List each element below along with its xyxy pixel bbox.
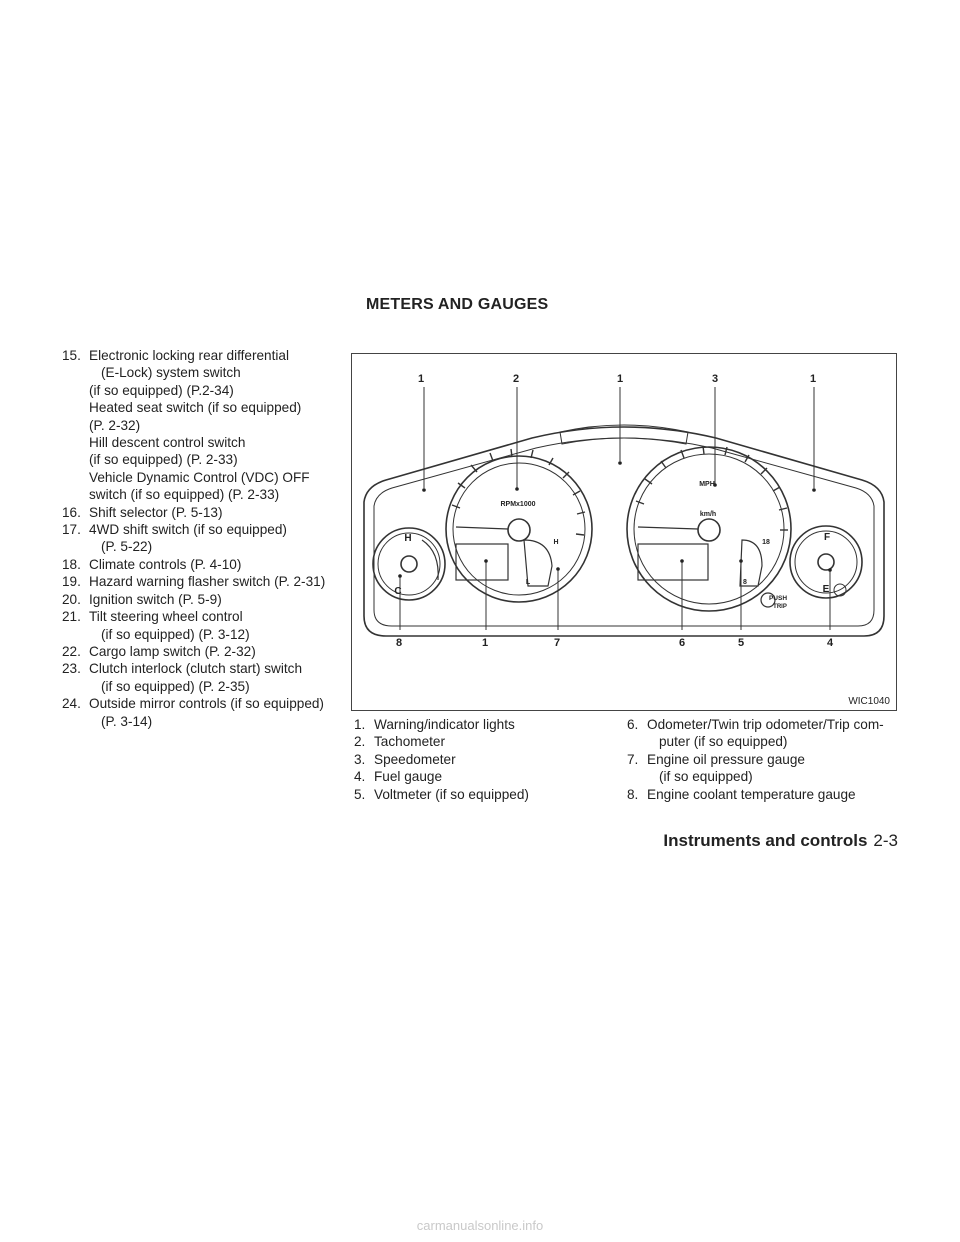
item-text: Vehicle Dynamic Control (VDC) OFF	[89, 469, 310, 485]
list-item	[62, 643, 330, 660]
list-item	[62, 695, 330, 730]
item-number: 1.	[354, 717, 366, 732]
item-text: (if so equipped)	[659, 769, 753, 785]
item-text: Tachometer	[374, 734, 446, 750]
item-number: 24.	[62, 696, 81, 712]
item-number: 4.	[354, 769, 366, 785]
callout-8: 8	[395, 637, 403, 649]
list-item	[627, 751, 897, 786]
item-text: Shift selector (P. 5-13)	[89, 504, 223, 520]
list-item	[354, 786, 604, 803]
item-text: (P. 2-32)	[89, 417, 141, 433]
figure-code: WIC1040	[848, 696, 890, 707]
item-number: 18.	[62, 556, 81, 572]
item-text: Climate controls (P. 4-10)	[89, 556, 242, 572]
callout-1: 1	[417, 373, 425, 385]
push-label: PUSH	[768, 595, 788, 602]
volt-18-label: 18	[762, 539, 770, 546]
item-text: Ignition switch (P. 5-9)	[89, 591, 222, 607]
item-text: (if so equipped) (P. 2-33)	[89, 452, 238, 468]
item-text: Heated seat switch (if so equipped)	[89, 400, 302, 416]
list-item	[354, 733, 604, 750]
item-number: 19.	[62, 574, 81, 590]
item-text: (if so equipped) (P. 2-35)	[101, 678, 250, 694]
item-number: 2.	[354, 734, 366, 750]
figure-legend-right	[627, 716, 897, 803]
volt-8-label: 8	[743, 579, 747, 586]
list-item	[627, 716, 897, 751]
item-text: (if so equipped) (P.2-34)	[89, 382, 234, 398]
item-number: 20.	[62, 591, 81, 607]
callout-4: 4	[826, 637, 834, 649]
kmh-label: km/h	[699, 511, 717, 518]
watermark: carmanualsonline.info	[416, 1218, 544, 1233]
list-item	[62, 660, 330, 695]
item-number: 23.	[62, 661, 81, 677]
page-footer	[636, 831, 898, 851]
item-text: Odometer/Twin trip odometer/Trip com-	[647, 717, 884, 732]
callout-6: 6	[678, 637, 686, 649]
figure-legend-left	[354, 716, 604, 803]
callout-1: 1	[809, 373, 817, 385]
item-text: Warning/indicator lights	[374, 717, 515, 732]
item-text: (E-Lock) system switch	[101, 365, 241, 381]
mph-label: MPH	[699, 481, 715, 488]
item-text: Engine coolant temperature gauge	[647, 786, 856, 802]
callout-1: 1	[616, 373, 624, 385]
instrument-cluster-figure	[351, 353, 897, 711]
tach-label: RPMx1000	[500, 501, 536, 508]
item-number: 16.	[62, 504, 81, 520]
fuel-f-label: F	[823, 532, 831, 543]
item-text: Clutch interlock (clutch start) switch	[89, 661, 303, 677]
list-item	[62, 573, 330, 590]
page-number: 2-3	[873, 831, 898, 850]
callout-5: 5	[737, 637, 745, 649]
callout-1: 1	[481, 637, 489, 649]
item-number: 8.	[627, 786, 639, 802]
item-text: (P. 5-22)	[101, 539, 153, 555]
list-item	[62, 504, 330, 521]
item-text: (P. 3-14)	[101, 713, 153, 729]
list-item	[62, 521, 330, 556]
item-text: Voltmeter (if so equipped)	[374, 786, 529, 802]
list-item	[354, 751, 604, 768]
trip-label: TRIP	[773, 604, 787, 610]
item-number: 5.	[354, 786, 366, 802]
oil-l-label: L	[525, 579, 531, 586]
callout-2: 2	[512, 373, 520, 385]
item-text: Fuel gauge	[374, 769, 443, 785]
item-number: 17.	[62, 522, 81, 538]
list-item	[62, 556, 330, 573]
footer-section: Instruments and controls	[663, 831, 868, 850]
item-number: 15.	[62, 348, 81, 363]
item-text: Engine oil pressure gauge	[647, 751, 805, 767]
item-number: 21.	[62, 609, 81, 625]
item-text: Cargo lamp switch (P. 2-32)	[89, 643, 256, 659]
item-text: Tilt steering wheel control	[89, 609, 243, 625]
controls-list	[62, 347, 330, 730]
cluster-illustration	[352, 354, 898, 712]
temp-h-label: H	[404, 533, 412, 544]
fuel-e-label: E	[822, 584, 830, 595]
item-number: 7.	[627, 751, 639, 767]
item-text: (if so equipped) (P. 3-12)	[101, 626, 250, 642]
callout-3: 3	[711, 373, 719, 385]
item-text: puter (if so equipped)	[659, 734, 788, 750]
item-number: 6.	[627, 717, 639, 732]
item-text: Speedometer	[374, 751, 456, 767]
list-item	[627, 786, 897, 803]
item-text: switch (if so equipped) (P. 2-33)	[89, 487, 280, 503]
section-title: METERS AND GAUGES	[366, 296, 549, 313]
temp-c-label: C	[394, 586, 402, 597]
callout-7: 7	[553, 637, 561, 649]
list-item	[354, 716, 604, 733]
item-number: 3.	[354, 751, 366, 767]
item-number: 22.	[62, 643, 81, 659]
list-item	[62, 608, 330, 643]
item-text: 4WD shift switch (if so equipped)	[89, 522, 287, 538]
list-item	[354, 768, 604, 785]
item-text: Hill descent control switch	[89, 435, 246, 451]
item-text: Outside mirror controls (if so equipped)	[89, 696, 324, 712]
item-text: Electronic locking rear differential	[89, 348, 289, 363]
item-text: Hazard warning flasher switch (P. 2-31)	[89, 574, 326, 590]
oil-h-label: H	[553, 539, 559, 546]
list-item	[62, 347, 330, 504]
list-item	[62, 591, 330, 608]
